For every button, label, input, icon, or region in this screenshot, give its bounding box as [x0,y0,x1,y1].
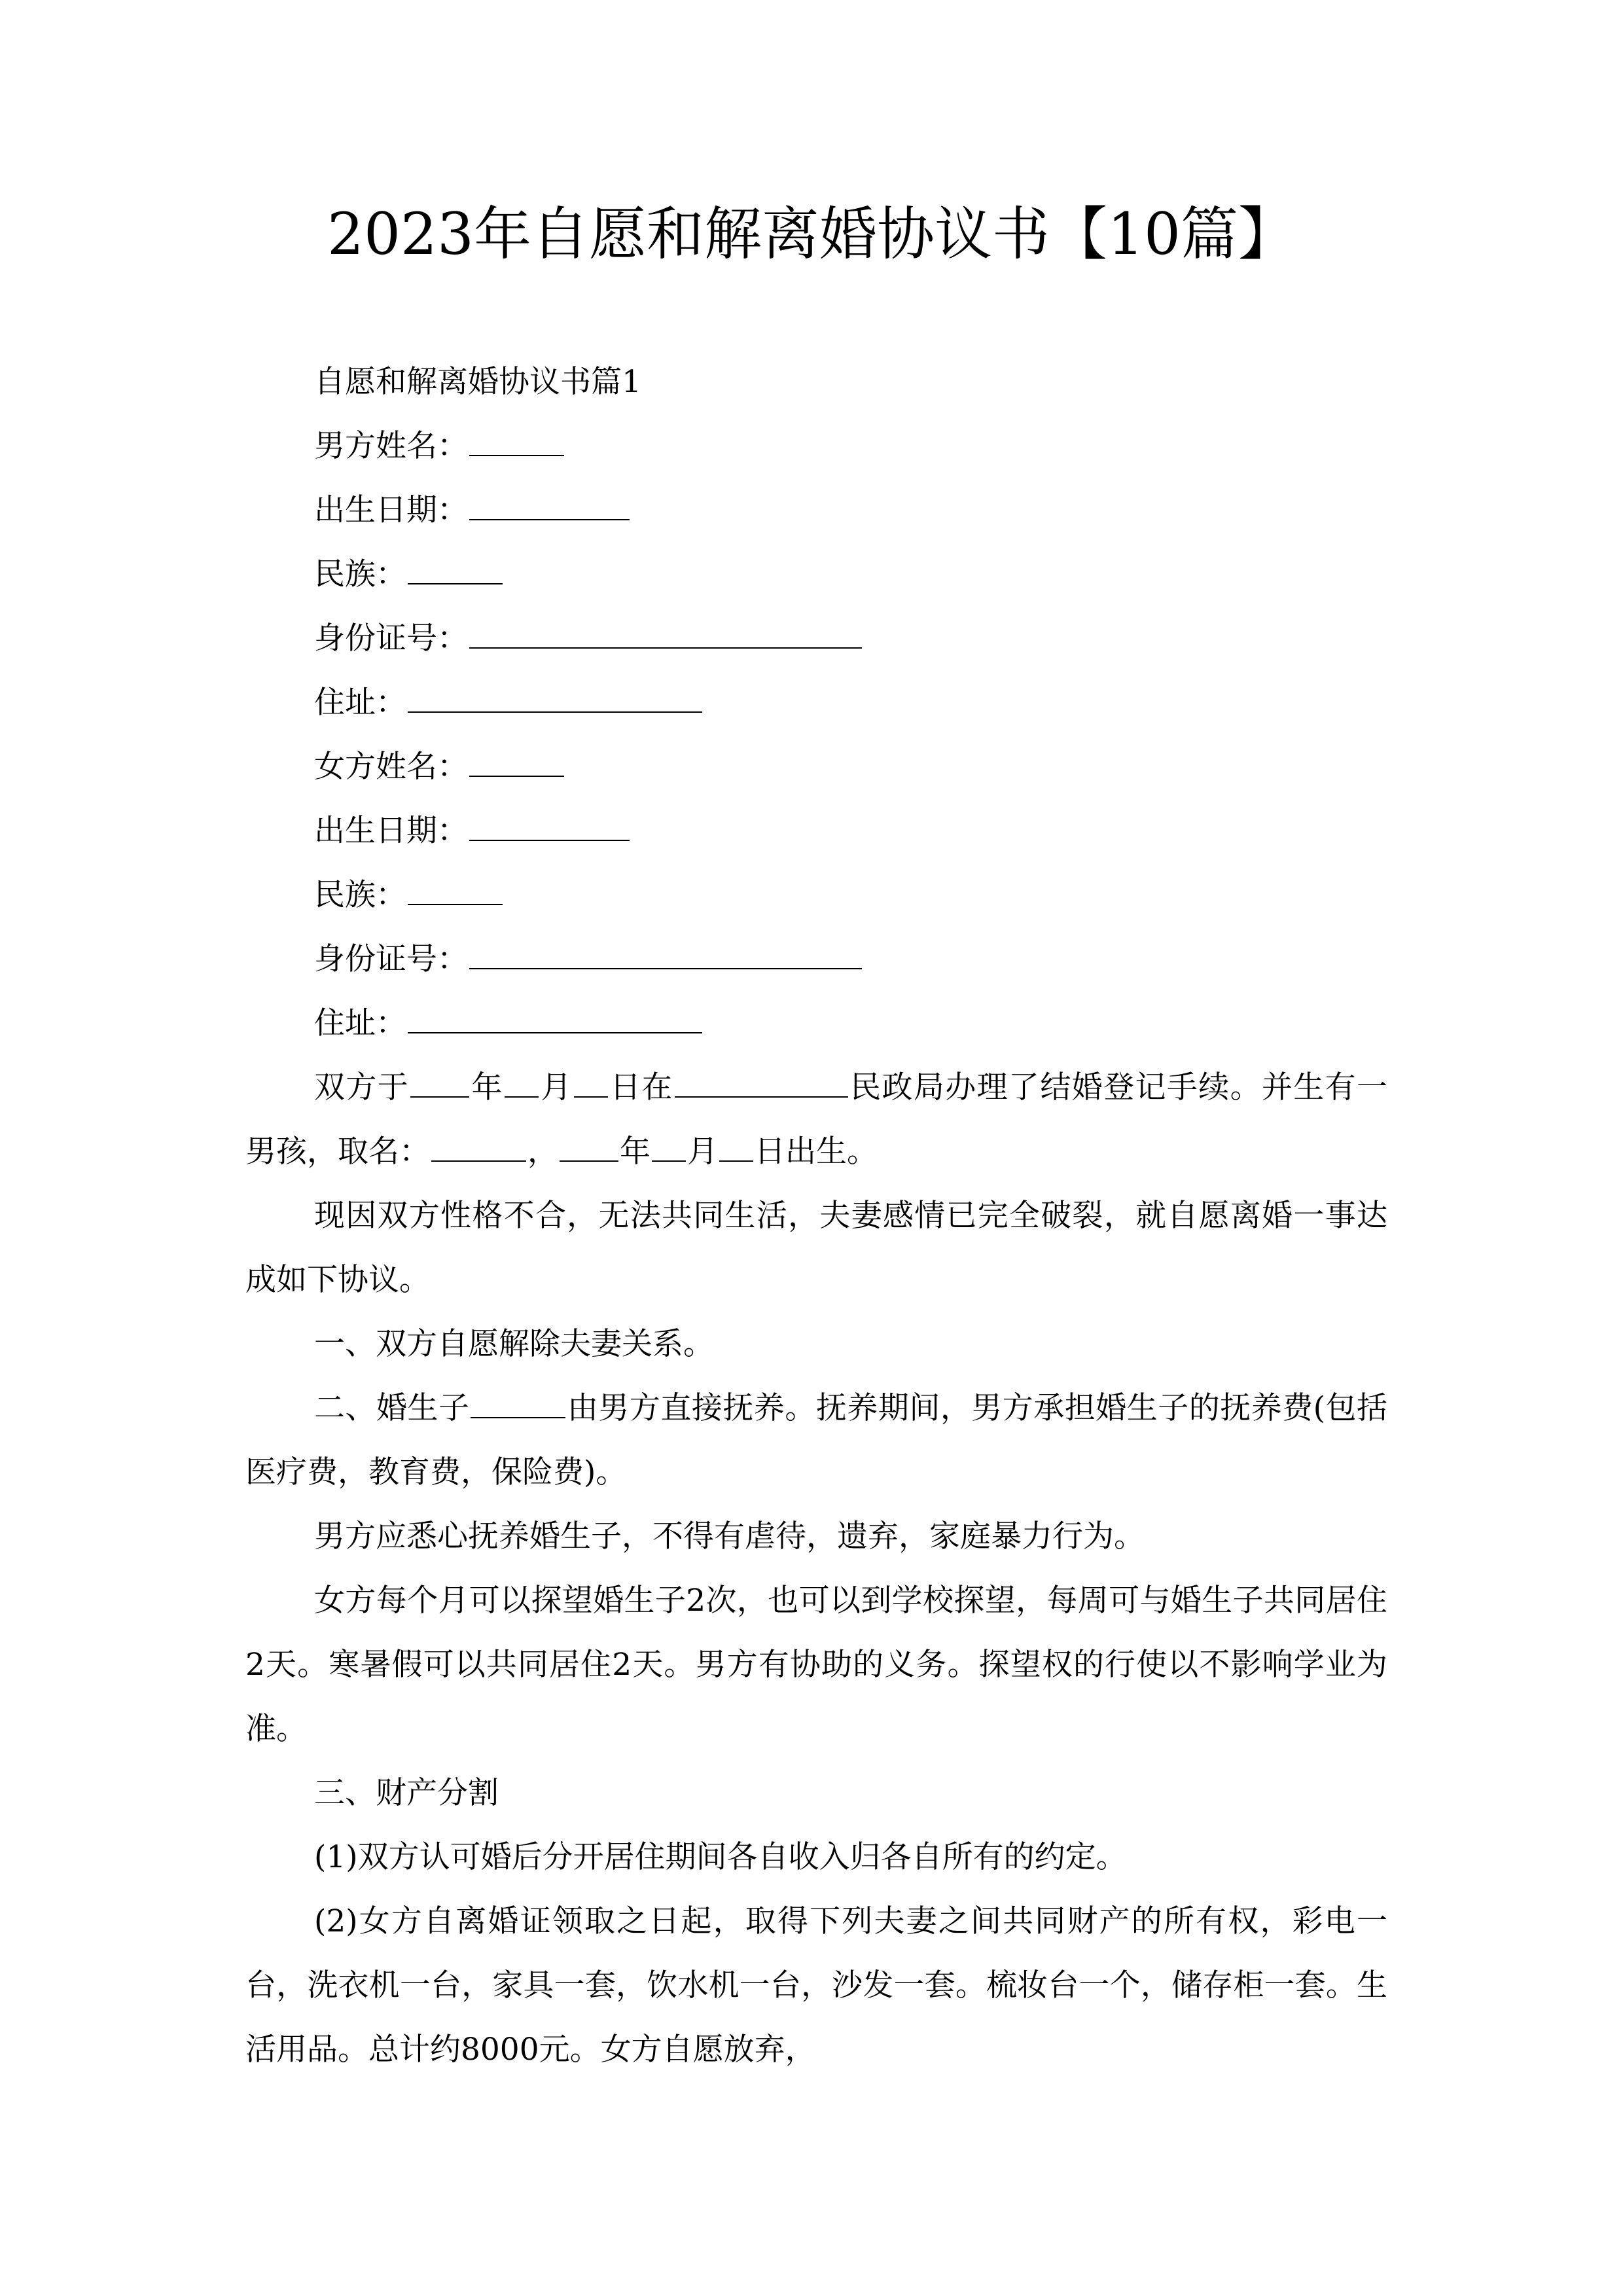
reason-paragraph: 现因双方性格不合，无法共同生活，夫妻感情已完全破裂，就自愿离婚一事达成如下协议。 [245,1198,1387,1298]
male-birth-field [245,478,1387,543]
female-name-field [245,735,1387,799]
female-birth-field [245,799,1387,863]
marriage-text: 年 [471,1069,503,1105]
marriage-text: ， [527,1134,558,1170]
child-name-blank [431,1134,526,1162]
bureau-blank [675,1070,848,1098]
clause-3-1: (1)双方认可婚后分开居住期间各自收入归各自所有的约定。 [314,1839,1127,1875]
clause-3-2: (2)女方自离婚证领取之日起，取得下列夫妻之间共同财产的所有权，彩电一台，洗衣机一台，家具一套，饮水机一台，沙发一套。梳妆台一个，储存柜一套。生活用品。总计约8000元。女方自愿放弃， [245,1903,1387,2068]
male-id-label: 身份证号： [314,620,468,656]
clause-2-c: 女方每个月可以探望婚生子2次，也可以到学校探望，每周可与婚生子共同居住2天。寒暑假可以共同居住2天。男方有协助的义务。探望权的行使以不影响学业为准。 [245,1583,1387,1747]
female-name-label: 女方姓名： [314,749,468,785]
male-ethnicity-label: 民族： [314,556,406,592]
day-blank [574,1070,608,1098]
female-address-field [245,992,1387,1056]
female-id-label: 身份证号： [314,941,468,977]
male-name-label: 男方姓名： [314,428,468,464]
male-id-blank [469,621,862,649]
male-name-field [245,414,1387,478]
clause-3: 三、财产分割 [314,1775,499,1811]
marriage-text: 年 [620,1134,651,1170]
female-id-field [245,927,1387,992]
clause-2-b: 男方应悉心抚养婚生子，不得有虐待，遗弃，家庭暴力行为。 [314,1518,1145,1554]
month-blank [505,1070,539,1098]
male-address-blank [408,685,702,713]
year-blank [410,1070,469,1098]
female-id-blank [469,942,862,969]
section-heading: 自愿和解离婚协议书篇1 [314,364,641,400]
male-name-blank [469,429,564,456]
child-month-blank [652,1134,686,1162]
male-id-field [245,607,1387,671]
child-day-blank [719,1134,753,1162]
marriage-text: 月 [539,1069,573,1105]
female-birth-blank [469,814,630,841]
male-birth-blank [469,493,630,520]
female-ethnicity-field [245,863,1387,927]
child-year-blank [560,1134,618,1162]
document-title: 2023年自愿和解离婚协议书【10篇】 [327,200,1296,268]
female-address-blank [408,1006,702,1033]
male-ethnicity-field [245,543,1387,607]
male-ethnicity-blank [408,557,503,584]
marriage-paragraph [245,1056,1387,1184]
clause-2-suffix: 由男方直接抚养。抚养期间，男方承担婚生子的抚养费(包括医疗费，教育费，保险费)。 [245,1390,1387,1490]
clause-1: 一、双方自愿解除夫妻关系。 [314,1326,714,1362]
document-body [245,350,1387,2082]
marriage-text: 日在 [609,1069,673,1105]
female-ethnicity-blank [408,878,503,905]
marriage-text: 双方于 [314,1069,410,1105]
clause-2-prefix: 二、婚生子 [314,1390,470,1426]
male-birth-label: 出生日期： [314,492,468,528]
male-address-field [245,671,1387,735]
child-blank [471,1391,565,1418]
marriage-text: 日出生。 [755,1134,878,1170]
marriage-text: 月 [687,1134,718,1170]
female-name-blank [469,749,564,777]
marriage-text: 民政局办理了结婚登记手续。并生有一男孩，取名： [245,1069,1388,1170]
female-ethnicity-label: 民族： [314,877,406,913]
female-address-label: 住址： [314,1005,406,1041]
female-birth-label: 出生日期： [314,813,468,849]
clause-2 [245,1376,1387,1505]
male-address-label: 住址： [314,685,406,721]
